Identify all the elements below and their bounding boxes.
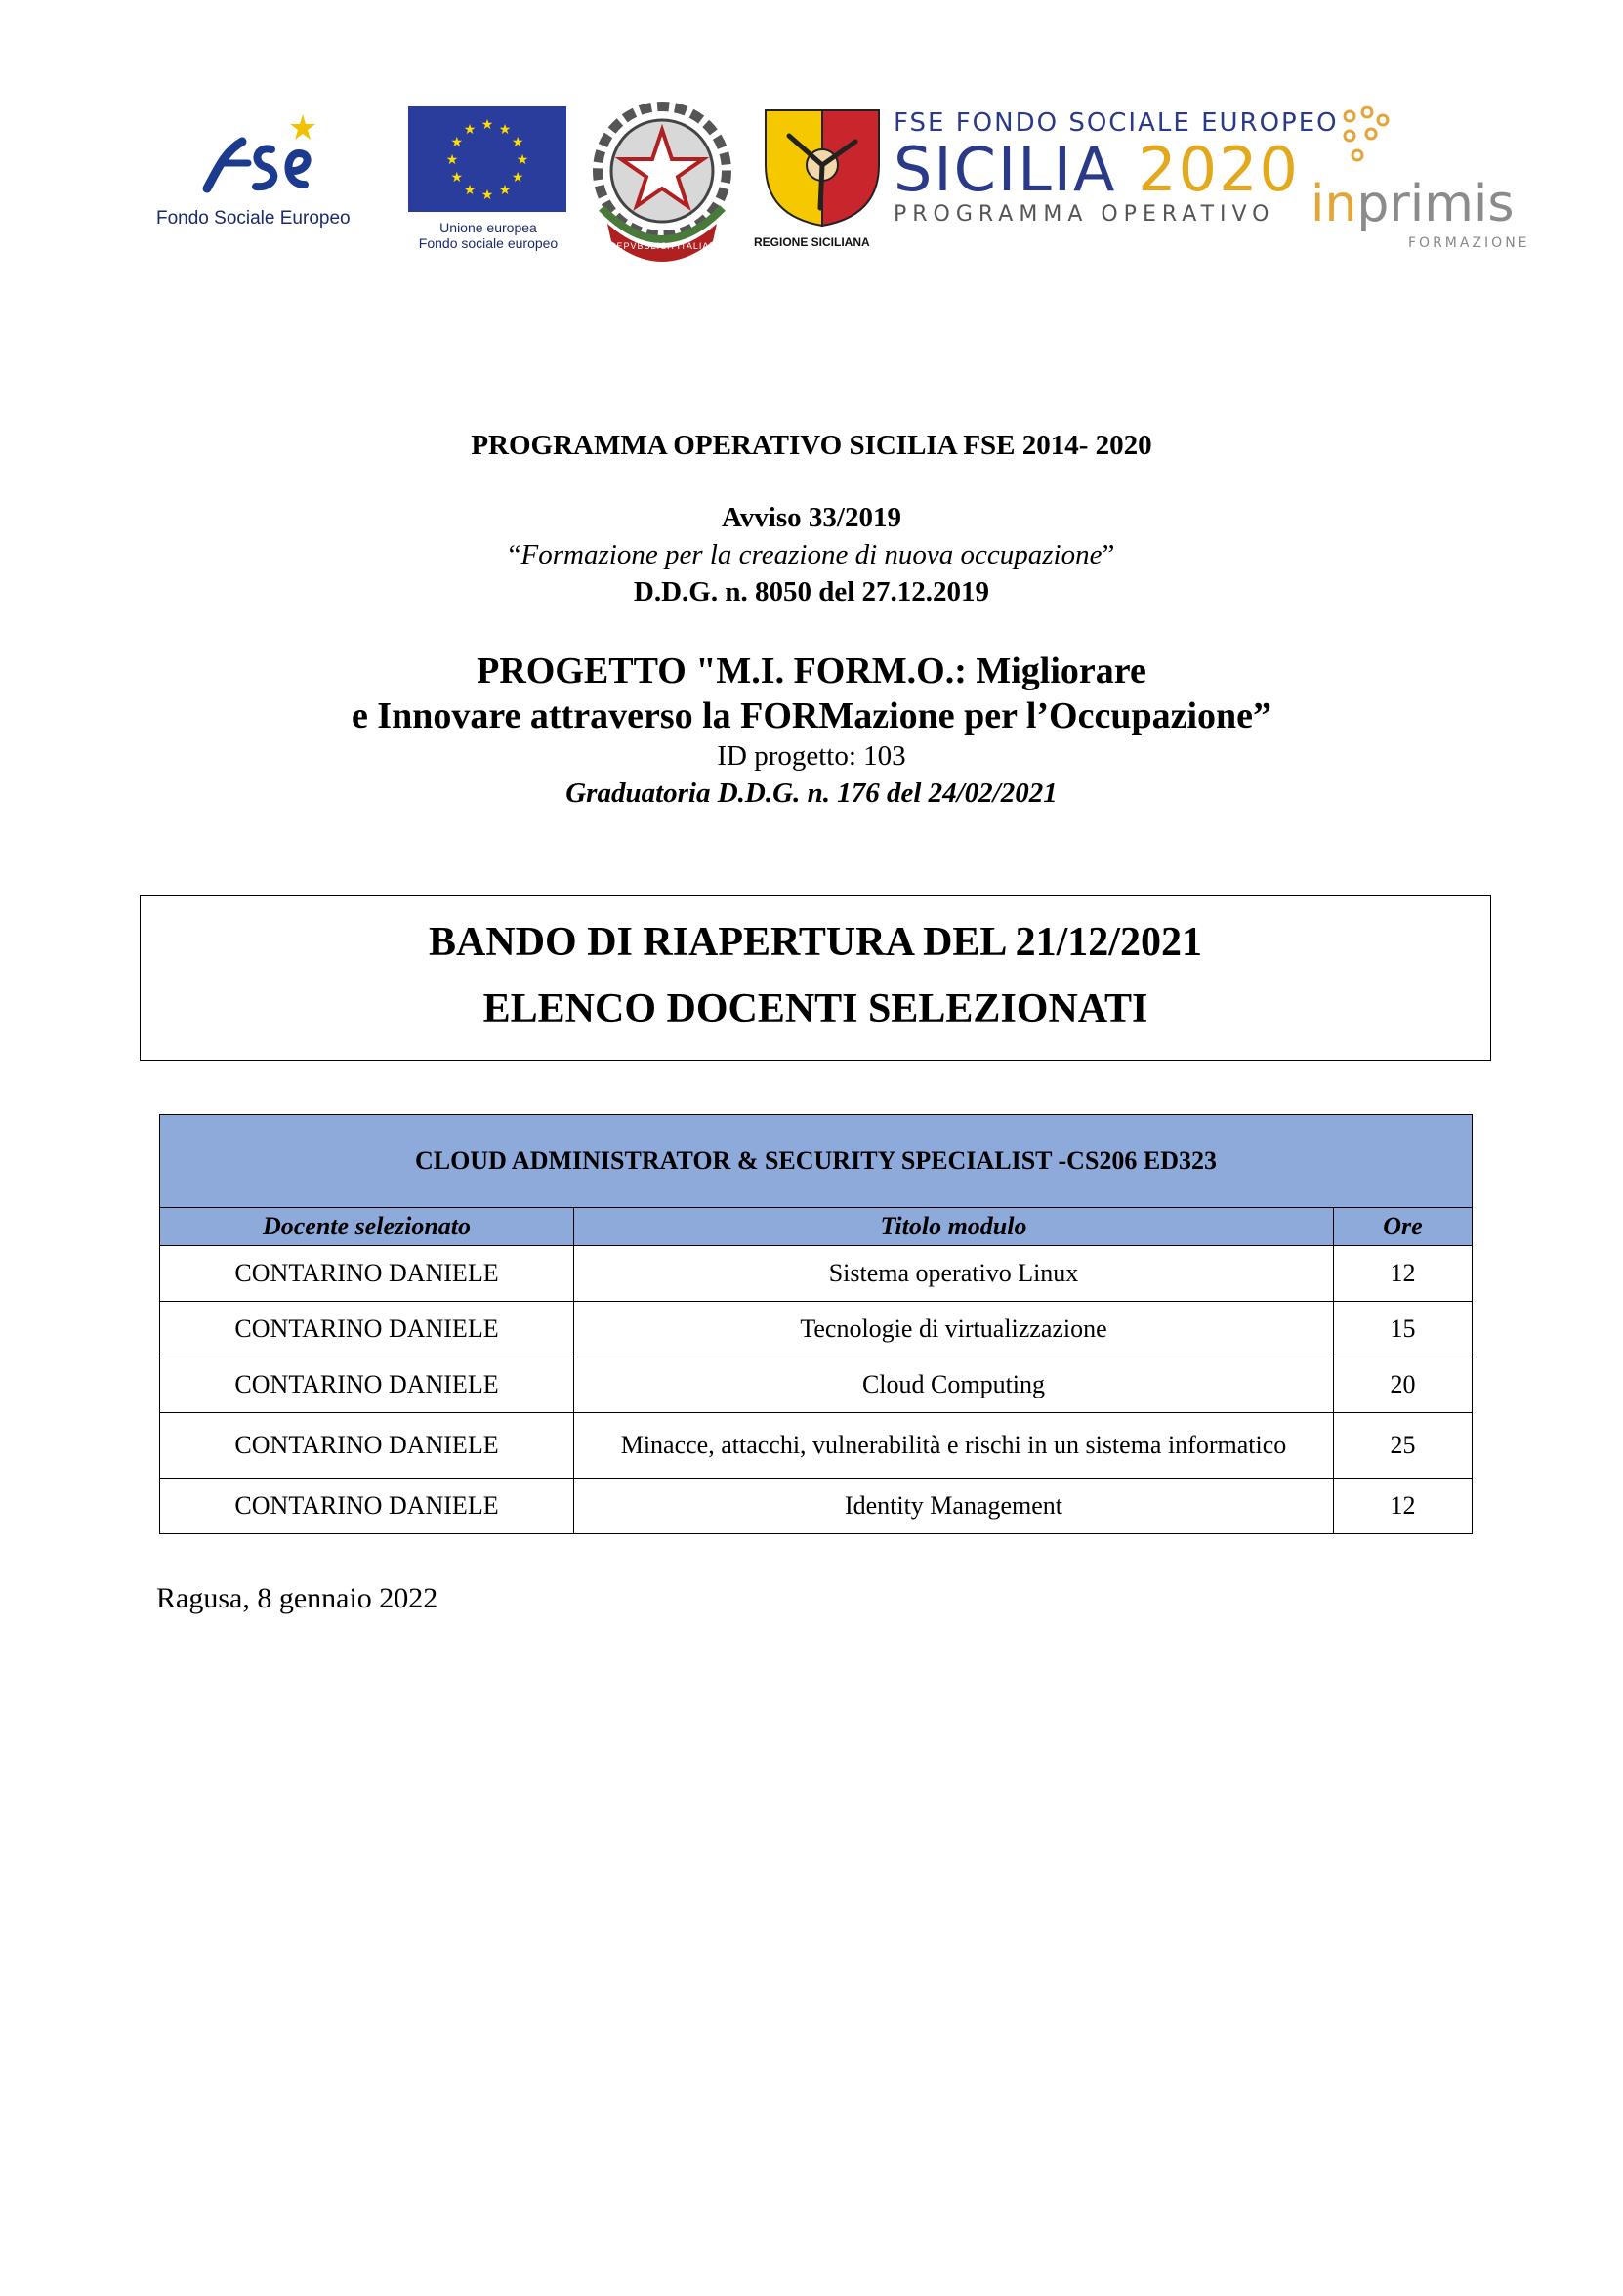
cell-ore: 25 [1334, 1413, 1473, 1479]
fse-logo [156, 112, 391, 230]
table-title-row [160, 1115, 1473, 1208]
po-sicilia-word: SICILIA [894, 134, 1117, 205]
inprimis-word-in: in [1311, 175, 1357, 233]
eu-star-icon: ★ [450, 136, 464, 150]
place-date: Ragusa, 8 gennaio 2022 [156, 1582, 438, 1614]
eu-stars-icon [408, 106, 566, 212]
regione-siciliana-caption: REGIONE SICILIANA [754, 235, 870, 249]
cell-docente: CONTARINO DANIELE [160, 1357, 574, 1413]
table-row [160, 1413, 1473, 1479]
cell-docente: CONTARINO DANIELE [160, 1413, 574, 1479]
trinacria-shield-icon [762, 106, 883, 233]
table-row [160, 1479, 1473, 1534]
inprimis-word-primis: primis [1356, 175, 1515, 233]
bando-title: BANDO DI RIAPERTURA DEL 21/12/2021 [429, 920, 1202, 965]
avviso-heading: Avviso 33/2019 [722, 502, 901, 533]
eu-star-icon: ★ [516, 153, 529, 168]
repubblica-ribbon-text: REPVBBLICA ITALIANA [609, 241, 724, 251]
column-header-docente: Docente selezionato [160, 1208, 574, 1246]
cell-titolo: Tecnologie di virtualizzazione [574, 1302, 1334, 1357]
po-year-word: 2020 [1138, 134, 1300, 205]
eu-star-icon: ★ [445, 153, 459, 168]
eu-star-icon: ★ [480, 188, 494, 203]
column-header-titolo: Titolo modulo [574, 1208, 1334, 1246]
inprimis-logo [1311, 106, 1530, 253]
table-row [160, 1302, 1473, 1357]
cell-titolo: Minacce, attacchi, vulnerabilità e rischi in un sistema informatico [574, 1413, 1334, 1479]
eu-star-icon: ★ [498, 184, 512, 199]
ddg-line: D.D.G. n. 8050 del 27.12.2019 [633, 576, 990, 607]
eu-caption-line2: Fondo sociale europeo [418, 235, 559, 251]
bando-box [140, 895, 1491, 1061]
regione-siciliana-logo [754, 106, 883, 263]
eu-star-icon: ★ [511, 136, 524, 150]
cell-titolo: Sistema operativo Linux [574, 1246, 1334, 1302]
cell-ore: 12 [1334, 1246, 1473, 1302]
progetto-title [0, 648, 1623, 738]
repubblica-emblem [588, 99, 736, 263]
inprimis-dots-icon [1338, 106, 1396, 169]
cell-titolo: Identity Management [574, 1479, 1334, 1534]
progetto-line2: e Innovare attraverso la FORMazione per l’Occupazione” [351, 695, 1272, 736]
table-title: CLOUD ADMINISTRATOR & SECURITY SPECIALIST -CS206 ED323 [160, 1115, 1473, 1208]
cell-ore: 20 [1334, 1357, 1473, 1413]
fse-mark-icon [195, 112, 342, 210]
po-line-fse: FSE FONDO SOCIALE EUROPEO [894, 108, 1339, 138]
inprimis-sub: FORMAZIONE [1408, 235, 1530, 251]
cell-ore: 15 [1334, 1302, 1473, 1357]
eu-caption-line1: Unione europea [439, 220, 537, 235]
eu-star-icon: ★ [498, 122, 512, 138]
table-row [160, 1357, 1473, 1413]
italian-emblem-icon [588, 99, 736, 263]
formazione-text: Formazione per la creazione di nuova occupazione [520, 539, 1103, 570]
elenco-title: ELENCO DOCENTI SELEZIONATI [482, 986, 1148, 1031]
graduatoria-line: Graduatoria D.D.G. n. 176 del 24/02/2021 [565, 777, 1058, 809]
po-line-sicilia [894, 134, 1304, 205]
po-line-programma: PROGRAMMA OPERATIVO [894, 202, 1275, 227]
fse-caption: Fondo Sociale Europeo [156, 208, 351, 229]
docenti-table [159, 1114, 1473, 1534]
cell-titolo: Cloud Computing [574, 1357, 1334, 1413]
eu-star-icon: ★ [450, 171, 464, 186]
column-header-ore: Ore [1334, 1208, 1473, 1246]
id-progetto: ID progetto: 103 [717, 740, 906, 772]
eu-star-icon: ★ [511, 171, 524, 186]
logo-band [146, 93, 1530, 264]
cell-docente: CONTARINO DANIELE [160, 1479, 574, 1534]
eu-star-icon: ★ [463, 184, 477, 199]
cell-ore: 12 [1334, 1479, 1473, 1534]
eu-star-icon: ★ [463, 122, 477, 138]
table-header-row [160, 1208, 1473, 1246]
eu-flag-icon [408, 106, 566, 212]
eu-logo [408, 106, 568, 263]
inprimis-wordmark [1311, 175, 1514, 233]
eu-star-icon: ★ [480, 118, 494, 133]
cell-docente: CONTARINO DANIELE [160, 1246, 574, 1302]
progetto-line1: PROGETTO "M.I. FORM.O.: Migliorare [477, 650, 1146, 691]
programma-heading: PROGRAMMA OPERATIVO SICILIA FSE 2014- 2020 [471, 430, 1152, 461]
table-row [160, 1246, 1473, 1302]
cell-docente: CONTARINO DANIELE [160, 1302, 574, 1357]
formazione-subtitle: “Formazione per la creazione di nuova occupazione” [508, 539, 1115, 570]
